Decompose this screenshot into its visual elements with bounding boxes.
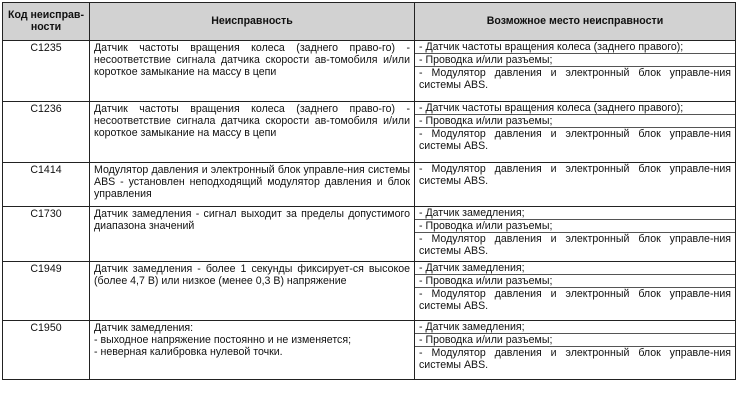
fault-description-text: Датчик замедления - более 1 секунды фиксирует-ся высокое (более 4,7 В) или низкое (менее 0,3 В) напряжение [94, 263, 410, 288]
table-row [3, 163, 736, 207]
fault-code-cell: C1236 [3, 102, 90, 163]
fault-description-text: - неверная калибровка нулевой точки. [94, 346, 283, 359]
fault-location-item: - Датчик замедления; [415, 321, 735, 334]
fault-description-text: Датчик частоты вращения колеса (заднего право-го) - несоответствие сигнала датчика скорости ав-томобиля и/или короткое замыкание на массу в цепи [94, 42, 410, 79]
fault-location-item: - Проводка и/или разъемы; [415, 334, 735, 347]
fault-description-cell [90, 262, 415, 321]
fault-location-item: - Модулятор давления и электронный блок управле-ния системы ABS. [419, 67, 731, 92]
fault-location-item: - Проводка и/или разъемы; [415, 115, 735, 128]
fault-code-cell: C1950 [3, 321, 90, 380]
fault-location-cell [415, 262, 736, 321]
fault-description-text: Датчик частоты вращения колеса (заднего право-го) - несоответствие сигнала датчика скорости ав-томобиля и/или короткое замыкание на массу в цепи [94, 103, 410, 140]
fault-location-item: - Модулятор давления и электронный блок управле-ния системы ABS. [419, 128, 731, 153]
table-body [3, 41, 736, 380]
header-row [3, 3, 736, 41]
fault-location-cell [415, 321, 736, 380]
fault-code-cell: C1730 [3, 207, 90, 262]
table-row [3, 262, 736, 321]
fault-description-cell [90, 163, 415, 207]
fault-description-text: - выходное напряжение постоянно и не изменяется; [94, 334, 352, 347]
table-row [3, 321, 736, 380]
header-code: Код неисправ-ности [3, 3, 90, 41]
fault-code-cell: C1414 [3, 163, 90, 207]
fault-location-item: - Датчик замедления; [415, 207, 735, 220]
fault-location-item: - Модулятор давления и электронный блок управле-ния системы ABS. [419, 163, 731, 188]
header-place: Возможное место неисправности [415, 3, 736, 41]
fault-location-item: - Датчик частоты вращения колеса (заднего правого); [415, 41, 735, 54]
fault-code-cell: C1235 [3, 41, 90, 102]
fault-location-cell [415, 41, 736, 102]
fault-location-item: - Модулятор давления и электронный блок управле-ния системы ABS. [419, 233, 731, 258]
fault-location-item: - Датчик замедления; [415, 262, 735, 275]
fault-location-item: - Модулятор давления и электронный блок управле-ния системы ABS. [419, 347, 731, 372]
fault-location-cell [415, 102, 736, 163]
fault-location-item: - Проводка и/или разъемы; [415, 275, 735, 288]
fault-location-cell [415, 207, 736, 262]
fault-location-item: - Модулятор давления и электронный блок управле-ния системы ABS. [419, 288, 731, 313]
header-fault: Неисправность [90, 3, 415, 41]
table-row [3, 207, 736, 262]
fault-description-cell [90, 102, 415, 163]
fault-code-cell: C1949 [3, 262, 90, 321]
table-row [3, 41, 736, 102]
fault-description-cell [90, 41, 415, 102]
fault-description-text: Модулятор давления и электронный блок управле-ния системы ABS - установлен неподходящий модулятор давления и блок управления [94, 164, 410, 201]
fault-description-text: Датчик замедления - сигнал выходит за пределы допустимого диапазона значений [94, 208, 410, 233]
fault-location-item: - Датчик частоты вращения колеса (заднего правого); [415, 102, 735, 115]
fault-location-cell [415, 163, 736, 207]
table-row [3, 102, 736, 163]
fault-codes-table [2, 2, 736, 380]
fault-location-item: - Проводка и/или разъемы; [415, 220, 735, 233]
fault-description-cell [90, 321, 415, 380]
fault-description-cell [90, 207, 415, 262]
fault-location-item: - Проводка и/или разъемы; [415, 54, 735, 67]
fault-description-text: Датчик замедления: [94, 322, 194, 334]
